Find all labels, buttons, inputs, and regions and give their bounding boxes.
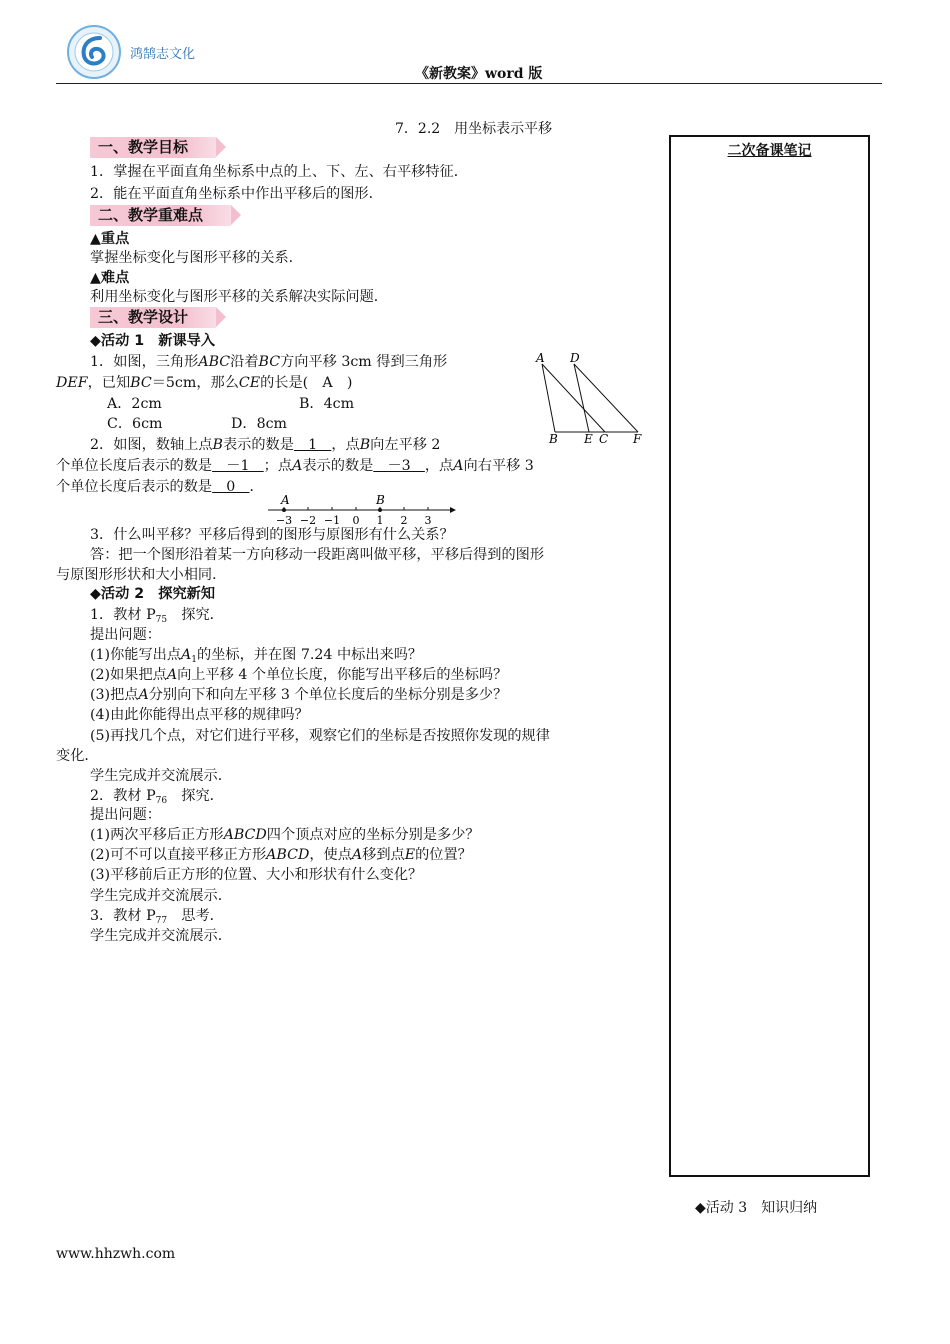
key-label: ▲重点 [90, 231, 130, 247]
number-line-tick-label: −2 [299, 514, 317, 527]
point-a-label: A [281, 493, 290, 507]
section-heading-key-points: 二、教学重难点 [90, 205, 231, 226]
activity3-title: ◆活动 3 知识归纳 [695, 1200, 818, 1216]
question-2-line2: 个单位长度后表示的数是 －1 ；点A表示的数是 －3 ，点A向右平移 3 [56, 458, 534, 474]
explore-question: (2)可不可以直接平移正方形ABCD，使点A移到点E的位置？ [90, 847, 472, 863]
textbook-ref-2: 2．教材 $P_{76}$ 探究． [90, 788, 224, 806]
difficulty-text: 利用坐标变化与图形平移的关系解决实际问题． [90, 289, 388, 305]
difficulty-label: ▲难点 [90, 270, 130, 286]
explore-question: (4)由此你能得出点平移的规律吗？ [90, 707, 309, 723]
number-line-tick-label: 0 [352, 514, 360, 527]
number-line-tick-label: −1 [323, 514, 341, 527]
logo [66, 24, 126, 80]
goal-item: 2．能在平面直角坐标系中作出平移后的图形． [90, 186, 383, 202]
textbook-ref-3: 3．教材 $P_{77}$ 思考． [90, 908, 224, 926]
triangle-label: B [549, 432, 558, 446]
notes-box [669, 135, 870, 1177]
triangle-label: F [633, 432, 642, 446]
option-d: D．8cm [231, 416, 287, 432]
triangle-label: C [599, 432, 609, 446]
goal-item: 1．掌握在平面直角坐标系中点的上、下、左、右平移特征． [90, 164, 468, 180]
question-2-line1: 2．如图，数轴上点B表示的数是 1 ，点B向左平移 2 [90, 437, 441, 453]
student-activity-note: 学生完成并交流展示． [90, 768, 232, 784]
footer-url: www.hhzwh.com [56, 1246, 176, 1262]
number-line-tick-label: 1 [376, 514, 384, 527]
question-1-line1: 1．如图，三角形ABC沿着BC方向平移 3cm 得到三角形 [90, 354, 448, 370]
explore-question-cont: 变化． [56, 748, 99, 764]
number-line-tick-label: 2 [400, 514, 408, 527]
ask-label: 提出问题： [90, 627, 161, 643]
student-activity-note: 学生完成并交流展示． [90, 928, 232, 944]
explore-question: (1)两次平移后正方形ABCD四个顶点对应的坐标分别是多少？ [90, 827, 480, 843]
explore-question: (3)把点A分别向下和向左平移 3 个单位长度后的坐标分别是多少？ [90, 687, 508, 703]
answer-blank: 1 [293, 437, 332, 453]
triangle-label: E [584, 432, 593, 446]
explore-question: (1)你能写出点$A_1$的坐标，并在图 7.24 中标出来吗？ [90, 647, 423, 665]
section-heading-design: 三、教学设计 [90, 307, 216, 328]
student-activity-note: 学生完成并交流展示． [90, 888, 232, 904]
answer-blank: 0 [212, 479, 250, 495]
answer-blank: －1 [212, 458, 264, 474]
question-2-line3: 个单位长度后表示的数是 0 ． [56, 479, 264, 495]
notes-title: 二次备课笔记 [727, 143, 812, 159]
point-b-label: B [376, 493, 385, 507]
option-a: A．2cm [107, 396, 162, 412]
header-divider [56, 83, 882, 84]
explore-question: (5)再找几个点，对它们进行平移，观察它们的坐标是否按照你发现的规律 [90, 728, 550, 744]
answer-blank: －3 [373, 458, 425, 474]
answer-3-line1: 答：把一个图形沿着某一方向移动一段距离叫做平移，平移后得到的图形 [90, 547, 545, 563]
question-3: 3．什么叫平移？平移后得到的图形与原图形有什么关系？ [90, 527, 454, 543]
header-title: 《新教案》word 版 [415, 66, 543, 82]
triangle-translation-figure [532, 350, 647, 450]
triangle-label: D [570, 351, 580, 365]
triangle-label: A [536, 351, 545, 365]
ask-label: 提出问题： [90, 807, 161, 823]
explore-question: (2)如果把点A向上平移 4 个单位长度，你能写出平移后的坐标吗？ [90, 667, 508, 683]
question-1-line2: DEF，已知BC＝5cm，那么CE的长是( A ) [56, 375, 353, 391]
answer-3-line2: 与原图形形状和大小相同． [56, 567, 227, 583]
section-heading-goals: 一、教学目标 [90, 137, 216, 158]
explore-question: (3)平移前后正方形的位置、大小和形状有什么变化？ [90, 867, 423, 883]
brand-name: 鸿鹄志文化 [130, 47, 196, 62]
activity1-title: ◆活动 1 新课导入 [90, 333, 216, 349]
number-line-tick-label: 3 [424, 514, 432, 527]
key-text: 掌握坐标变化与图形平移的关系． [90, 250, 303, 266]
document-title: 7．2.2 用坐标表示平移 [395, 121, 553, 137]
option-c: C．6cm [107, 416, 163, 432]
number-line-tick-label: −3 [275, 514, 293, 527]
activity2-title: ◆活动 2 探究新知 [90, 586, 216, 602]
option-b: B．4cm [299, 396, 355, 412]
textbook-ref-1: 1．教材 $P_{75}$ 探究． [90, 607, 224, 625]
